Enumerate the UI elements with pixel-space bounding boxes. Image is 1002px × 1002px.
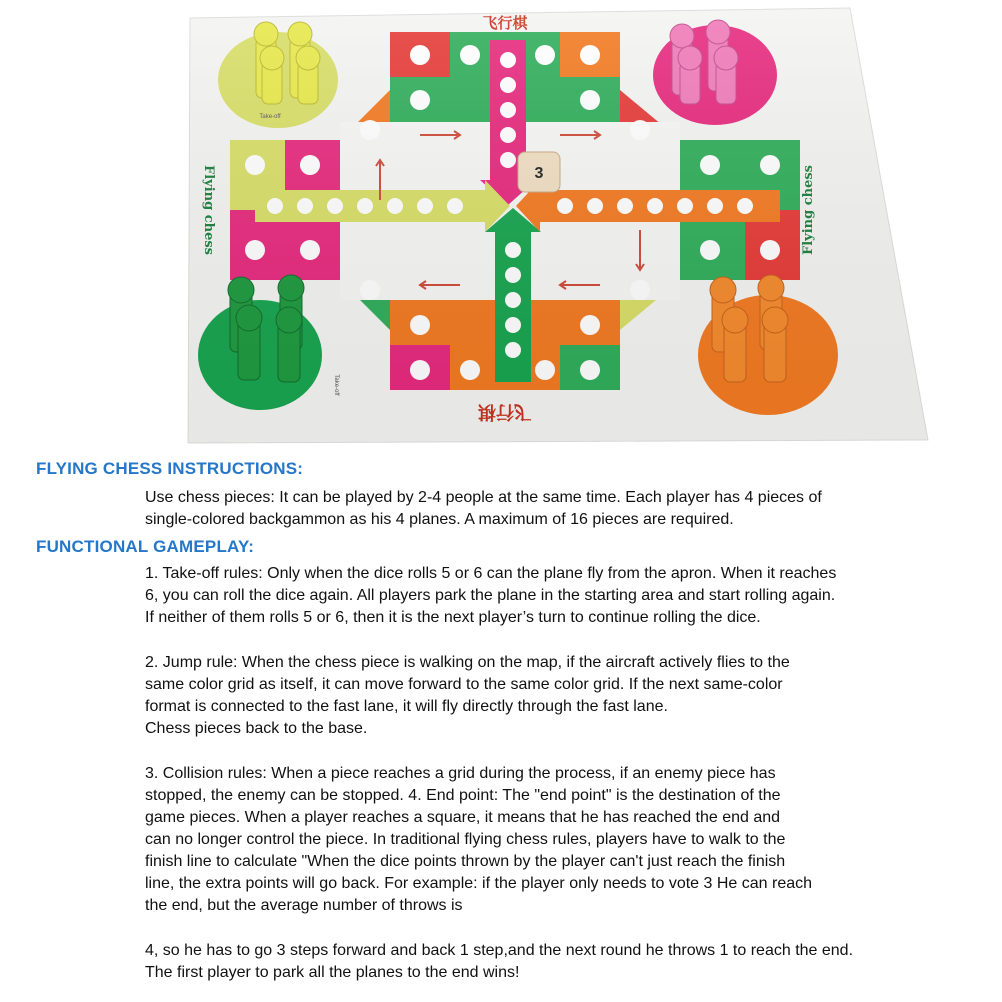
gameplay-line: stopped, the enemy can be stopped. 4. End point: The "end point" is the destination of the	[145, 787, 781, 804]
corner-label-yellow: Take-off	[259, 114, 281, 120]
gameplay-paragraph-takeoff	[145, 563, 975, 629]
gameplay-line: 4, so he has to go 3 steps forward and back 1 step,and the next round he throws 1 to reach the end.	[145, 942, 854, 959]
gameplay-line: can no longer control the piece. In traditional flying chess rules, players have to walk to the	[145, 831, 786, 848]
svg-text:3: 3	[534, 165, 544, 182]
gameplay-line: format is connected to the fast lane, it will fly directly through the fast lane.	[145, 698, 668, 715]
instructions-paragraph	[145, 487, 975, 531]
gameplay-line: line, the extra points will go back. For example: if the player only needs to vote 3 He can reach	[145, 875, 813, 892]
gameplay-line: Chess pieces back to the base.	[145, 720, 368, 737]
gameplay-line: same color grid as itself, it can move forward to the same color grid. If the next same-color	[145, 676, 783, 693]
gameplay-line: finish line to calculate "When the dice points thrown by the player can't just reach the finish	[145, 853, 786, 870]
gameplay-paragraph-jump	[145, 652, 975, 740]
gameplay-line: game pieces. When a player reaches a square, it means that he has reached the end and	[145, 809, 781, 826]
gameplay-heading: FUNCTIONAL GAMEPLAY:	[36, 537, 255, 556]
board-side-left: Flying chess	[201, 164, 216, 256]
gameplay-paragraph-end	[145, 940, 975, 984]
gameplay-line: the end, but the average number of throws is	[145, 897, 463, 914]
instructions-heading: FLYING CHESS INSTRUCTIONS:	[36, 459, 304, 478]
board-photo	[40, 0, 970, 450]
instructions-line: single-colored backgammon as his 4 planes. A maximum of 16 pieces are required.	[145, 511, 734, 528]
instructions-line: Use chess pieces: It can be played by 2-4 people at the same time. Each player has 4 pieces of	[145, 489, 822, 506]
board-title-top: 飞行棋	[482, 14, 528, 32]
gameplay-line: 6, you can roll the dice again. All players park the plane in the starting area and start rolling again.	[145, 587, 836, 604]
gameplay-line: The first player to park all the planes to the end wins!	[145, 964, 520, 981]
gameplay-line: 3. Collision rules: When a piece reaches a grid during the process, if an enemy piece has	[145, 765, 776, 782]
flying-chess-board	[40, 0, 970, 450]
gameplay-line: 2. Jump rule: When the chess piece is walking on the map, if the aircraft actively flies to the	[145, 654, 790, 671]
gameplay-line: If neither of them rolls 5 or 6, then it is the next player’s turn to continue rolling the dice.	[145, 609, 761, 626]
board-side-right: Flying chess	[801, 164, 816, 256]
gameplay-paragraph-collision	[145, 763, 975, 917]
board-title-bottom: 飞行棋	[478, 401, 532, 422]
corner-label-green: Take-off	[333, 374, 339, 396]
gameplay-line: 1. Take-off rules: Only when the dice rolls 5 or 6 can the plane fly from the apron. When it reaches	[145, 565, 837, 582]
